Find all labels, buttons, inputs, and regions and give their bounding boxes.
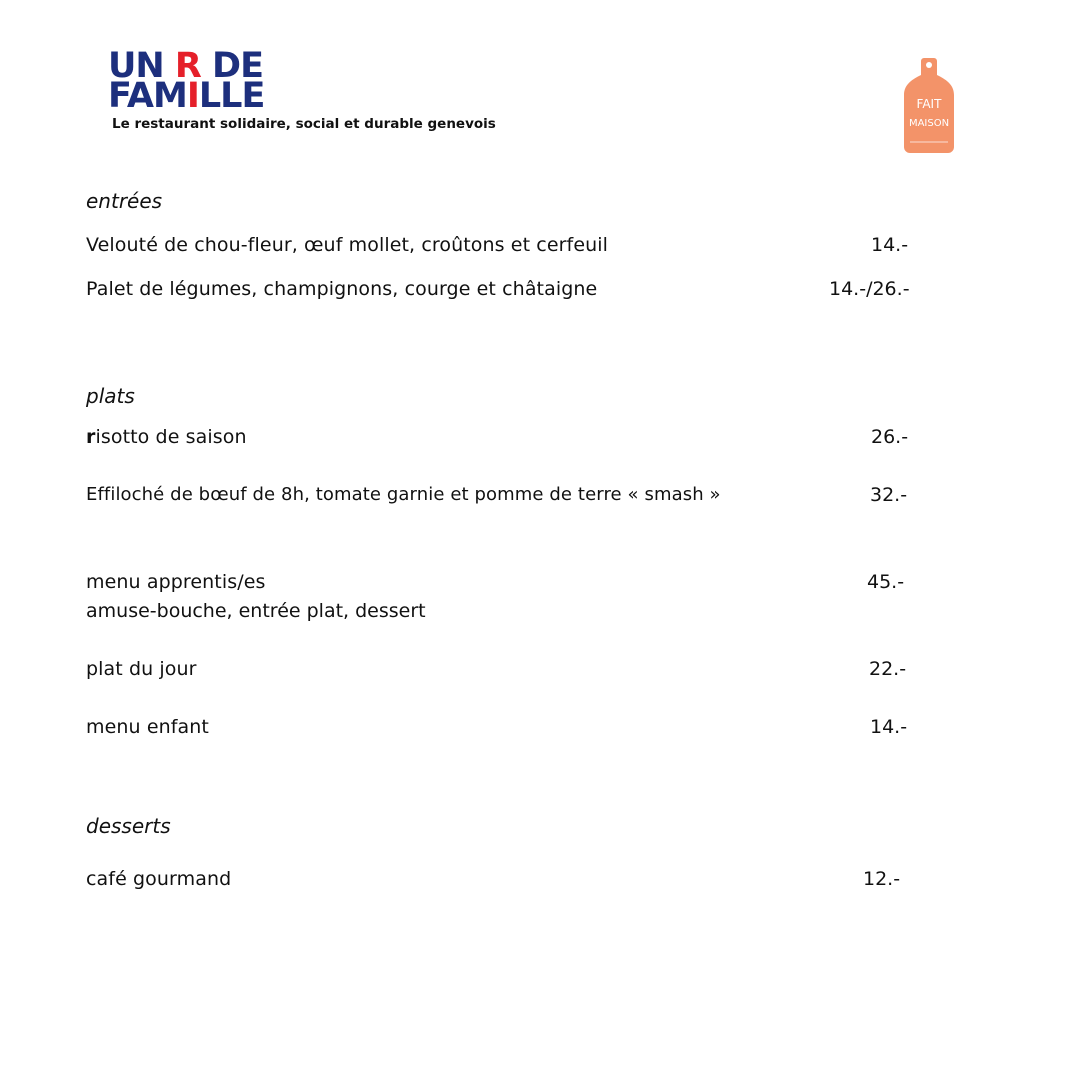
menu-item-price: 26.- [871, 426, 909, 448]
menu-item-name: Palet de légumes, champignons, courge et châtaigne [86, 278, 598, 300]
menu-item-price: 14.- [871, 234, 909, 256]
menu-item-price: 14.- [870, 716, 908, 738]
restaurant-logo [108, 46, 496, 136]
cutting-board-icon [900, 56, 958, 156]
menu-item-name: café gourmand [86, 868, 232, 890]
menu-item-description: amuse-bouche, entrée plat, dessert [86, 600, 426, 622]
menu-item-price: 45.- [867, 571, 905, 593]
menu-item-name: risotto de saison [86, 426, 247, 448]
menu-item-price: 14.-/26.- [829, 278, 910, 300]
section-title-plats: plats [86, 384, 135, 408]
logo-line-2: FAMILLE [108, 76, 265, 116]
menu-item-price: 22.- [869, 658, 907, 680]
menu-item-name: menu apprentis/es [86, 571, 266, 593]
badge-line-1: FAIT [916, 97, 942, 111]
logo-line-1: UN R DE [108, 46, 264, 86]
menu-item-price: 12.- [863, 868, 901, 890]
menu-item-name: Velouté de chou-fleur, œuf mollet, croûtons et cerfeuil [86, 234, 609, 256]
menu-item-name: plat du jour [86, 658, 197, 680]
menu-item-name: menu enfant [86, 716, 209, 738]
section-title-desserts: desserts [86, 814, 171, 838]
menu-item-price: 32.- [870, 484, 908, 506]
section-title-entrees: entrées [86, 189, 163, 213]
badge-line-2: MAISON [908, 118, 950, 129]
menu-item-name: Effiloché de bœuf de 8h, tomate garnie et pomme de terre « smash » [86, 484, 721, 505]
fait-maison-badge [900, 56, 958, 156]
tagline: Le restaurant solidaire, social et durable genevois [112, 116, 496, 132]
